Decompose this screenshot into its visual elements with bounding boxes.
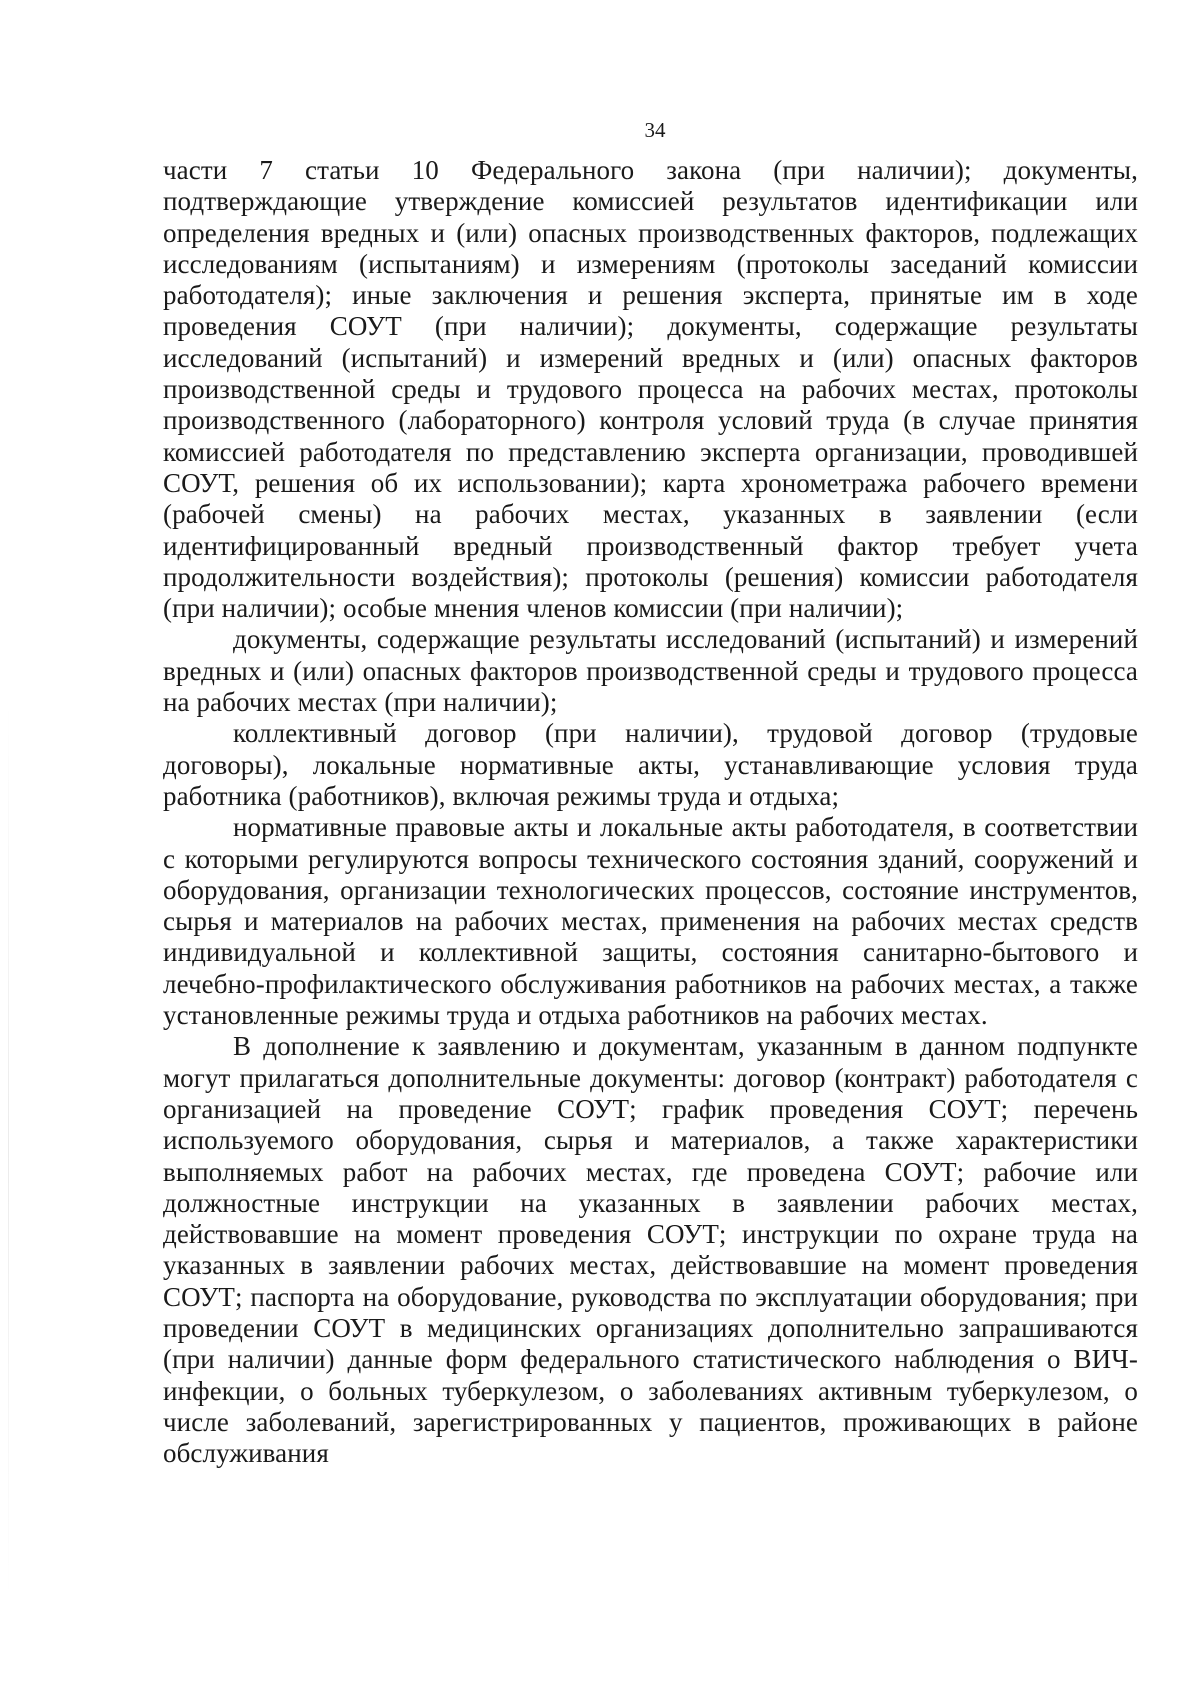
paragraph-continued: части 7 статьи 10 Федерального закона (при наличии); документы, подтверждающие утверждение комиссией результатов идентификации или определения вредных и (или) опасных производственных факторов, подлежащих исследованиям (испытаниям) и измерениям (протоколы заседаний комиссии работодателя); иные заключения и решения эксперта, принятые им в ходе проведения СОУТ (при наличии); документы, содержащие результаты исследований (испытаний) и измерений вредных и (или) опасных факторов производственной среды и трудового процесса на рабочих местах, протоколы производственного (лабораторного) контроля условий труда (в случае принятия комиссией работодателя по представлению эксперта организации, проводившей СОУТ, решения об их использовании); карта хронометража рабочего времени (рабочей смены) на рабочих местах, указанных в заявлении (если идентифицированный вредный производственный фактор требует учета продолжительности воздействия); протоколы (решения) комиссии работодателя (при наличии); особые мнения членов комиссии (при наличии); — [163, 155, 1138, 624]
scan-edge — [8, 700, 9, 1600]
paragraph: нормативные правовые акты и локальные акты работодателя, в соответствии с которыми регулируются вопросы технического состояния зданий, сооружений и оборудования, организации технологических процессов, состояние инструментов, сырья и материалов на рабочих местах, применения на рабочих местах средств индивидуальной и коллективной защиты, состояния санитарно-бытового и лечебно-профилактического обслуживания работников на рабочих местах, а также установленные режимы труда и отдыха работников на рабочих местах. — [163, 812, 1138, 1031]
page-number: 34 — [644, 118, 666, 142]
paragraph: документы, содержащие результаты исследований (испытаний) и измерений вредных и (или) опасных факторов производственной среды и трудового процесса на рабочих местах (при наличии); — [163, 624, 1138, 718]
paragraph: коллективный договор (при наличии), трудовой договор (трудовые договоры), локальные нормативные акты, устанавливающие условия труда работника (работников), включая режимы труда и отдыха; — [163, 718, 1138, 811]
paragraph: В дополнение к заявлению и документам, указанным в данном подпункте могут прилагаться дополнительные документы: договор (контракт) работодателя с организацией на проведение СОУТ; график проведения СОУТ; перечень используемого оборудования, сырья и материалов, а также характеристики выполняемых работ на рабочих местах, где проведена СОУТ; рабочие или должностные инструкции на указанных в заявлении рабочих местах, действовавшие на момент проведения СОУТ; инструкции по охране труда на указанных в заявлении рабочих местах, действовавшие на момент проведения СОУТ; паспорта на оборудование, руководства по эксплуатации оборудования; при проведении СОУТ в медицинских организациях дополнительно запрашиваются (при наличии) данные форм федерального статистического наблюдения о ВИЧ-инфекции, о больных туберкулезом, о заболеваниях активным туберкулезом, о числе заболеваний, зарегистрированных у пациентов, проживающих в районе обслуживания — [163, 1031, 1138, 1469]
document-body — [163, 155, 1138, 1469]
